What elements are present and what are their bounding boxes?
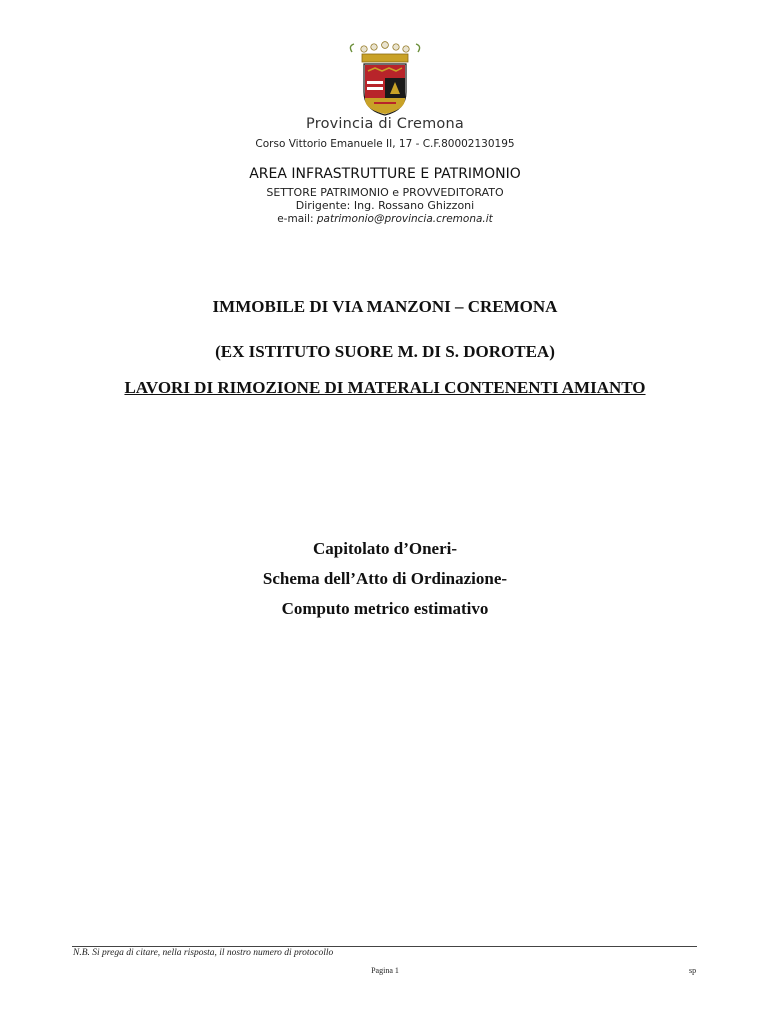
organization-name: Provincia di Cremona xyxy=(306,116,464,132)
email-address: patrimonio@provincia.cremona.it xyxy=(316,213,493,225)
organization-address: Corso Vittorio Emanuele II, 17 - C.F.80002130195 xyxy=(255,138,515,150)
coat-of-arms-icon xyxy=(344,40,426,116)
property-title: IMMOBILE DI VIA MANZONI – CREMONA xyxy=(212,297,558,316)
shield-icon xyxy=(364,64,406,115)
document-item-computo: Computo metrico estimativo xyxy=(281,599,489,618)
document-item-capitolato: Capitolato d’Oneri- xyxy=(312,539,458,558)
department-manager: Dirigente: Ing. Rossano Ghizzoni xyxy=(295,199,475,212)
page-number: Pagina 1 xyxy=(371,966,399,975)
footer-initials: sp xyxy=(689,966,697,975)
works-title: LAVORI DI RIMOZIONE DI MATERALI CONTENENTI AMIANTO xyxy=(124,378,646,397)
department-area: AREA INFRASTRUTTURE E PATRIMONIO xyxy=(249,166,521,182)
department-sector: SETTORE PATRIMONIO e PROVVEDITORATO xyxy=(266,186,504,199)
crown-icon xyxy=(350,42,419,62)
footer-divider xyxy=(72,946,697,947)
document-item-schema: Schema dell’Atto di Ordinazione- xyxy=(262,569,508,588)
property-subtitle: (EX ISTITUTO SUORE M. DI S. DOROTEA) xyxy=(215,342,555,361)
contact-email-line xyxy=(0,213,770,225)
email-label: e-mail: xyxy=(277,213,314,225)
footer-note: N.B. Si prega di citare, nella risposta, il nostro numero di protocollo xyxy=(73,948,334,958)
